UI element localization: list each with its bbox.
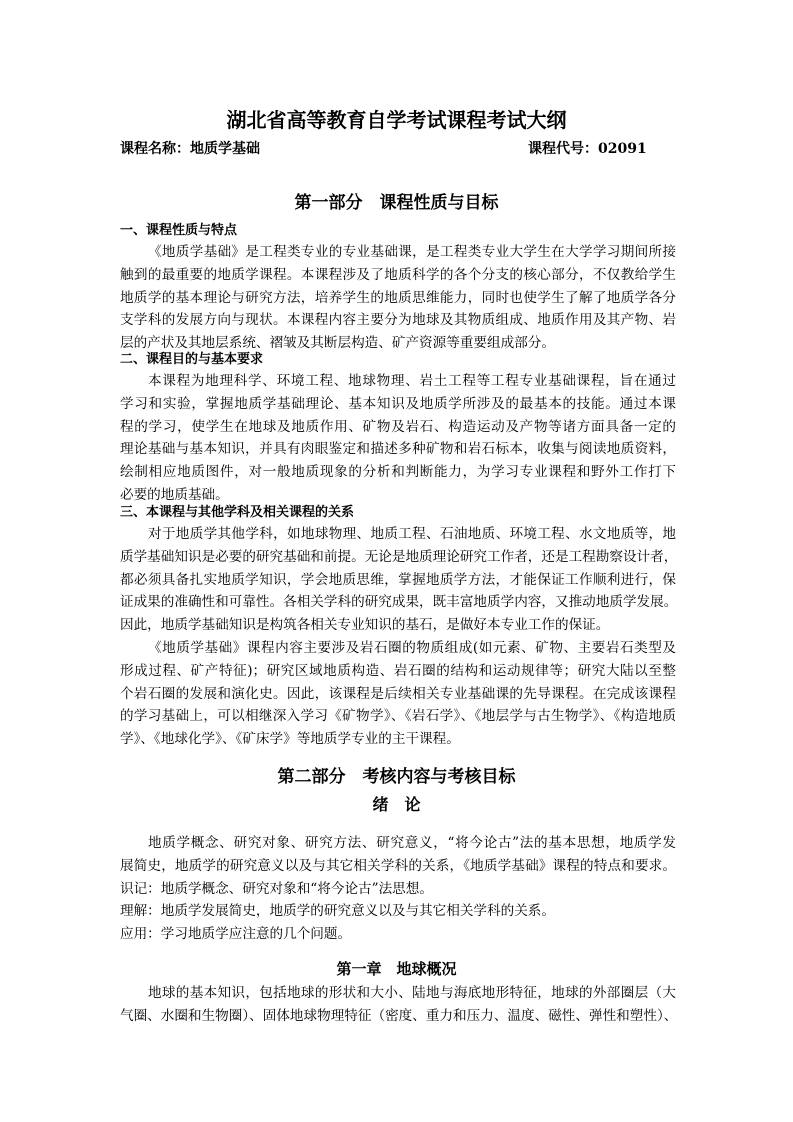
course-name: 课程名称：地质学基础 [120,141,260,157]
intro-text [120,832,676,946]
paragraph [120,241,676,355]
text-line: 质学基础知识是必要的研究基础和前提。无论是地质理论研究工作者，还是工程勘察设计者， [120,548,678,565]
text-line: 支学科的发展方向与现状。本课程内容主要分为地球及其物质组成、地质作用及其产物、岩 [120,312,676,329]
paragraph [120,523,676,637]
text-line: 层的产状及其地层系统、褶皱及其断层构造、矿产资源等重要组成部分。 [120,335,555,352]
text-line: 地质学的基本理论与研究方法，培养学生的地质思维能力，同时也使学生了解了地质学各分 [120,289,676,306]
text-line: 学习和实验，掌握地质学基础理论、基本知识及地质学所涉及的最基本的技能。通过本课 [120,395,676,412]
section-3 [120,503,676,751]
text-line: 个岩石圈的发展和演化史。因此，该课程是后续相关专业基础课的先导课程。在完成该课程 [120,685,676,702]
part1-heading: 第一部分 课程性质与目标 [294,193,499,213]
text-line: 《地质学基础》是工程类专业的专业基础课，是工程类专业大学生在大学学习期间所接 [148,244,676,260]
text-line: 证成果的准确性和可靠性。各相关学科的研究成果，既丰富地质学内容，又推动地质学发展。 [120,594,678,611]
text-line: 气圈、水圈和生物圈）、固体地球物理特征（密度、重力和压力、温度、磁性、弹性和塑性）、 [120,1007,678,1024]
document-title: 湖北省高等教育自学考试课程考试大纲 [226,108,567,132]
intro-heading: 绪 论 [372,795,421,814]
text-line: 触到的最重要的地质学课程。本课程涉及了地质科学的各个分支的核心部分，不仅教给学生 [120,266,676,283]
course-code: 课程代号：02091 [528,141,647,157]
section-2 [120,350,676,507]
text-line: 地球的基本知识，包括地球的形状和大小、陆地与海底地形特征，地球的外部圈层（大 [148,985,676,1001]
text-line: 展简史，地质学的研究意义以及与其它相关学科的关系，《地质学基础》课程的特点和要求。 [120,857,676,874]
chapter1-heading: 第一章 地球概况 [336,960,457,978]
text-line: 学》、《地球化学》、《矿床学》等地质学专业的主干课程。 [120,731,460,748]
chapter1-text [120,982,676,1028]
section-heading: 一、课程性质与特点 [120,223,238,238]
section-heading: 二、课程目的与基本要求 [120,352,264,367]
text-line: 地质学概念、研究对象、研究方法、研究意义，“将今论古”法的基本思想，地质学发 [148,835,676,851]
text-line: 绘制相应地质图件，对一般地质现象的分析和判断能力，为学习专业课程和野外工作打下 [120,464,676,481]
part2-heading: 第二部分 考核内容与考核目标 [277,767,516,787]
paragraph [120,370,676,507]
text-line: 对于地质学其他学科，如地球物理、地质工程、石油地质、环境工程、水文地质等，地 [148,526,676,542]
text-line: 理解：地质学发展简史，地质学的研究意义以及与其它相关学科的关系。 [120,903,555,920]
text-line: 程的学习，使学生在地球及地质作用、矿物及岩石、构造运动及产物等诸方面具备一定的 [120,418,676,435]
text-line: 理论基础与基本知识，并具有肉眼鉴定和描述多种矿物和岩石标本，收集与阅读地质资料， [120,441,676,458]
text-line: 的学习基础上，可以相继深入学习《矿物学》、《岩石学》、《地层学与古生物学》、《构造地质 [120,708,676,725]
text-line: 本课程为地理科学、环境工程、地球物理、岩土工程等工程专业基础课程，旨在通过 [148,373,676,389]
text-line: 识记：地质学概念、研究对象和“将今论古”法思想。 [120,880,433,897]
section-1 [120,221,676,355]
text-line: 《地质学基础》课程内容主要涉及岩石圈的物质组成(如元素、矿物、主要岩石类型及 [148,639,676,656]
text-line: 因此，地质学基础知识是构筑各相关专业知识的基石，是做好本专业工作的保证。 [120,617,610,634]
paragraph [120,637,676,751]
text-line: 必要的地质基础。 [120,486,229,503]
text-line: 应用：学习地质学应注意的几个问题。 [120,926,352,943]
course-info [120,138,676,158]
section-heading: 三、本课程与其他学科及相关课程的关系 [120,505,355,520]
text-line: 形成过程、矿产特征)；研究区域地质构造、岩石圈的结构和运动规律等；研究大陆以至整 [120,662,676,679]
text-line: 都必须具备扎实地质学知识，学会地质思维，掌握地质学方法，才能保证工作顺利进行，保 [120,571,676,588]
